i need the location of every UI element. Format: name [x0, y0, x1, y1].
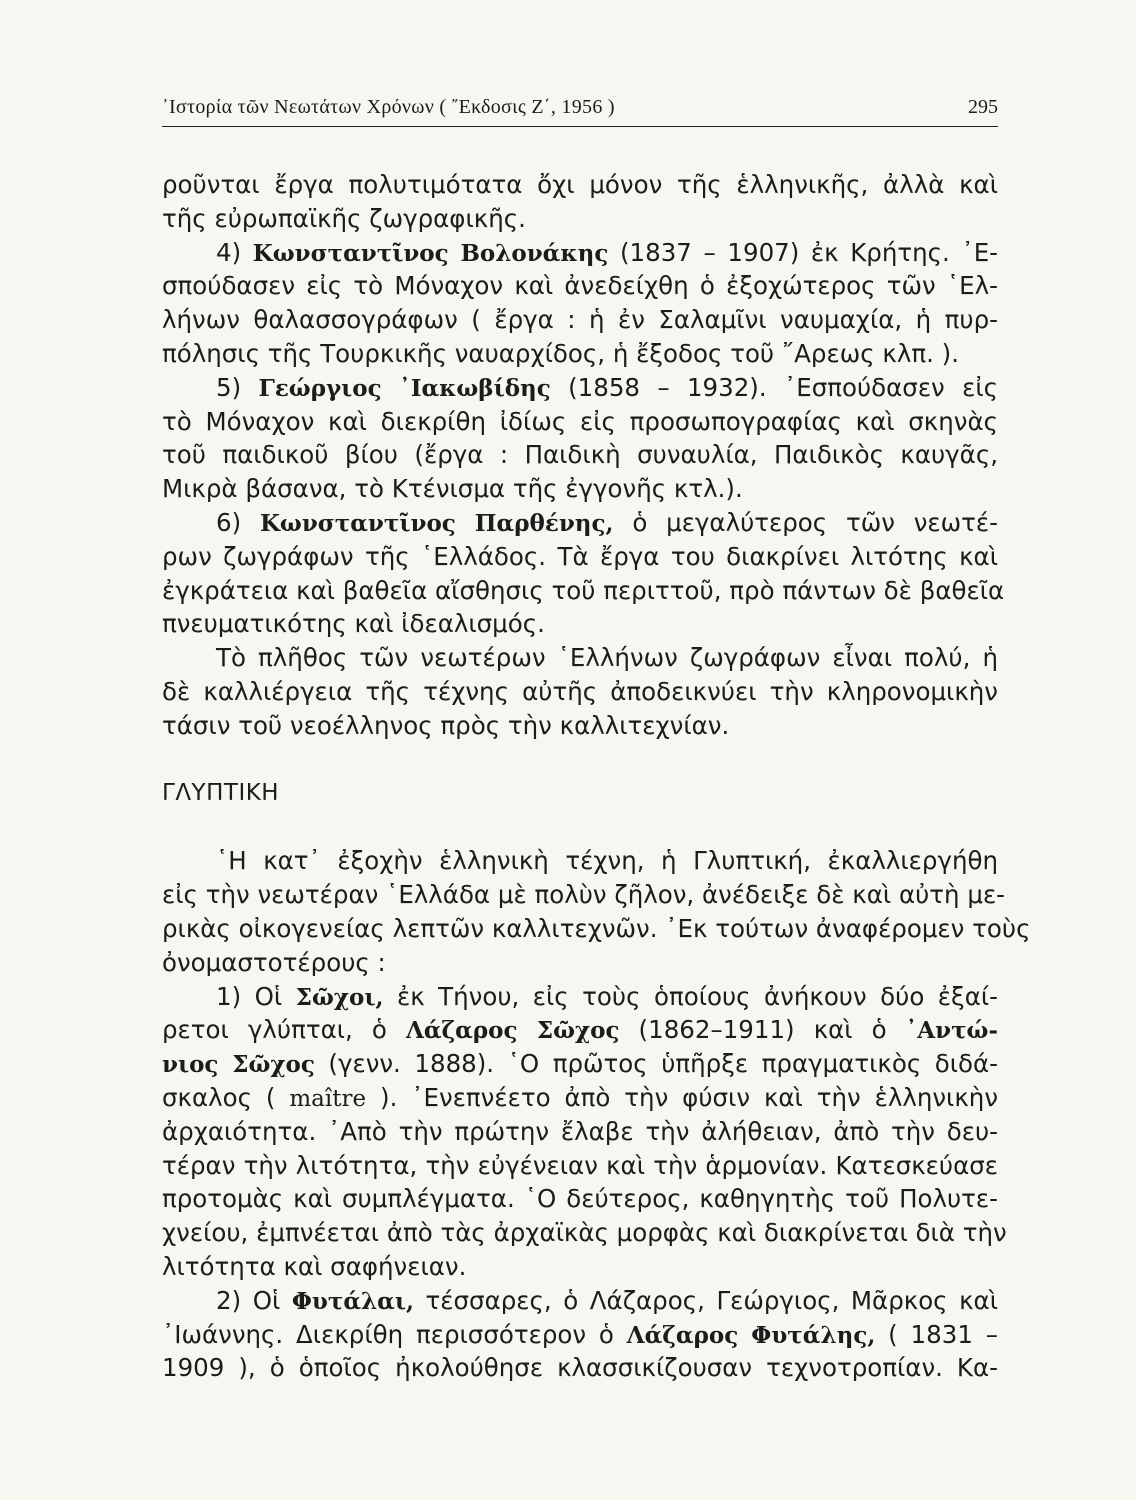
text-span: ρων ζωγράφων τῆς ῾Ελλάδος. Τὰ ἔργα του διακρίνει λιτότης καὶ [162, 541, 998, 571]
text-span: 2) Οἱ [216, 1285, 292, 1315]
text-span: πόλησις τῆς Τουρκικῆς ναυαρχίδος, ἡ ἔξοδος τοῦ ῎Αρεως κλπ. ). [162, 338, 959, 368]
text-line [162, 574, 1005, 608]
text-line [162, 1351, 998, 1385]
text-span: 4) [216, 237, 253, 267]
text-line [162, 1149, 998, 1183]
text-span: τέσσαρες, ὁ Λάζαρος, Γεώργιος, Μᾶρκος καὶ [413, 1285, 998, 1315]
header-rule [162, 126, 998, 127]
text-line [162, 641, 998, 675]
text-line [162, 1216, 1007, 1250]
text-line [162, 980, 998, 1014]
bold-name: Κωνσταντῖνος Παρθένης, [259, 509, 614, 537]
text-line [162, 878, 1006, 912]
page-body [162, 168, 1031, 1385]
text-span: λήνων θαλασσογράφων ( ἔργα : ἡ ἐν Σαλαμῖνι ναυμαχία, ἡ πυρ- [162, 305, 998, 335]
text-span: ἀρχαιότητα. ᾿Απὸ τὴν πρώτην ἔλαβε τὴν ἀλήθειαν, ἀπὸ τὴν δευ- [162, 1116, 998, 1146]
text-line [162, 168, 998, 202]
text-line [162, 236, 998, 270]
text-span: τῆς εὐρωπαϊκῆς ζωγραφικῆς. [162, 203, 526, 233]
bold-name: ᾿Αντώ- [905, 1017, 998, 1045]
paragraph-gap [162, 743, 998, 777]
bold-name: Λάζαρος Φυτάλης, [626, 1321, 876, 1349]
text-span: ἐγκράτεια καὶ βαθεῖα αἴσθησις τοῦ περιττοῦ, πρὸ πάντων δὲ βαθεῖα [162, 575, 1005, 605]
running-title: ᾿Ιστορία τῶν Νεωτάτων Χρόνων ( ῎Εκδοσις Ζ΄, 1956 ) [162, 96, 615, 118]
text-span: τοῦ παιδικοῦ βίου (ἔργα : Παιδικὴ συναυλία, Παιδικὸς καυγᾶς, [162, 440, 998, 470]
text-span: 5) [216, 372, 259, 402]
text-line [162, 1284, 998, 1318]
text-line [162, 1013, 998, 1047]
text-span: σπούδασεν εἰς τὸ Μόναχον καὶ ἀνεδείχθη ὁ ἐξοχώτερος τῶν ῾Ελ- [162, 271, 998, 301]
text-line [162, 269, 998, 303]
text-line [162, 371, 998, 405]
text-line [162, 607, 998, 641]
text-line [162, 1081, 998, 1115]
bold-name: Γεώργιος ᾿Ιακωβίδης [258, 374, 551, 402]
text-line [162, 1182, 998, 1216]
text-span: ρικὰς οἰκογενείας λεπτῶν καλλιτεχνῶν. ᾿Εκ τούτων ἀναφέρομεν τοὺς [162, 913, 1031, 943]
text-span: (1862–1911) καὶ ὁ [619, 1015, 906, 1045]
text-line [162, 1318, 998, 1352]
text-line [162, 844, 998, 878]
text-span: δὲ καλλιέργεια τῆς τέχνης αὐτῆς ἀποδεικνύει τὴν κληρονομικὴν [162, 676, 998, 706]
text-line [162, 675, 998, 709]
text-line [162, 709, 998, 743]
text-span: χνείου, ἐμπνέεται ἀπὸ τὰς ἀρχαϊκὰς μορφὰς καὶ διακρίνεται διὰ τὴν [162, 1218, 1007, 1248]
text-line [162, 1047, 998, 1081]
text-span: ἐκ Τήνου, εἰς τοὺς ὁποίους ἀνήκουν δύο ἐξαί- [383, 981, 998, 1011]
text-span: ὁ μεγαλύτερος τῶν νεωτέ- [613, 507, 998, 537]
text-line [162, 1115, 998, 1149]
text-span: πνευματικότης καὶ ἰδεαλισμός. [162, 609, 545, 639]
text-line [162, 946, 998, 980]
text-line [162, 337, 998, 371]
text-line [162, 506, 998, 540]
text-span: (1837 – 1907) ἐκ Κρήτης. ᾿Ε- [608, 237, 999, 267]
text-span: Τὸ πλῆθος τῶν νεωτέρων ῾Ελλήνων ζωγράφων εἶναι πολύ, ἡ [216, 643, 998, 673]
text-span: Μικρὰ βάσανα, τὸ Κτένισμα τῆς ἐγγονῆς κτλ.). [162, 474, 743, 504]
text-span: (1858 – 1932). ᾿Εσπούδασεν εἰς [550, 372, 998, 402]
text-span: ροῦνται ἔργα πολυτιμότατα ὄχι μόνον τῆς ἑλληνικῆς, ἀλλὰ καὶ [162, 170, 998, 199]
text-span: τὸ Μόναχον καὶ διεκρίθη ἰδίως εἰς προσωπογραφίας καὶ σκηνὰς [162, 406, 998, 436]
text-line [162, 202, 998, 236]
text-span: 1) Οἱ [216, 981, 296, 1011]
text-line [162, 405, 998, 439]
text-line [162, 438, 998, 472]
page-number: 295 [968, 96, 998, 118]
text-span: ᾿Ιωάννης. Διεκρίθη περισσότερον ὁ [162, 1319, 627, 1349]
bold-name: Φυτάλαι, [291, 1287, 414, 1315]
text-line [162, 1250, 998, 1284]
text-line [162, 540, 998, 574]
text-span: εἰς τὴν νεωτέραν ῾Ελλάδα μὲ πολὺν ζῆλον, ἀνέδειξε δὲ καὶ αὐτὴ με- [162, 880, 1006, 910]
bold-name: Σῶχοι, [295, 983, 384, 1011]
paragraph-gap [162, 810, 998, 844]
text-span: λιτότητα καὶ σαφήνειαν. [162, 1251, 467, 1281]
text-span: 1909 ), ὁ ὁποῖος ἠκολούθησε κλασσικίζουσαν τεχνοτροπίαν. Κα- [162, 1353, 998, 1383]
text-span: προτομὰς καὶ συμπλέγματα. ῾Ο δεύτερος, καθηγητὴς τοῦ Πολυτε- [162, 1184, 998, 1214]
text-span: τάσιν τοῦ νεοέλληνος πρὸς τὴν καλλιτεχνίαν. [162, 710, 730, 740]
text-span: (γενν. 1888). ῾Ο πρῶτος ὑπῆρξε πραγματικὸς διδά- [314, 1049, 998, 1079]
section-heading: ΓΛΥΠΤΙΚΗ [162, 779, 280, 806]
text-span: ). ᾿Ενεπνέετο ἀπὸ τὴν φύσιν καὶ τὴν ἑλληνικὴν [366, 1082, 999, 1112]
text-span: ρετοι γλύπται, ὁ [162, 1015, 406, 1045]
text-span: σκαλος ( [162, 1082, 290, 1112]
bold-name: Κωνσταντῖνος Βολονάκης [252, 239, 609, 267]
text-span: ( 1831 – [875, 1319, 998, 1349]
text-span: τέραν τὴν λιτότητα, τὴν εὐγένειαν καὶ τὴν ἁρμονίαν. Κατεσκεύασε [162, 1150, 998, 1180]
text-line [162, 472, 998, 506]
text-span: 6) [216, 507, 260, 537]
bold-name: Λάζαρος Σῶχος [406, 1017, 620, 1045]
text-line [162, 912, 1031, 946]
bold-name: νιος Σῶχος [162, 1051, 315, 1079]
text-span: ὀνομαστοτέρους : [162, 947, 386, 977]
text-span: ῾Η κατ᾿ ἐξοχὴν ἑλληνικὴ τέχνη, ἡ Γλυπτική, ἐκαλλιεργήθη [216, 846, 998, 876]
text-line [162, 303, 998, 337]
running-header [162, 96, 998, 130]
text-span: maître [289, 1085, 367, 1112]
